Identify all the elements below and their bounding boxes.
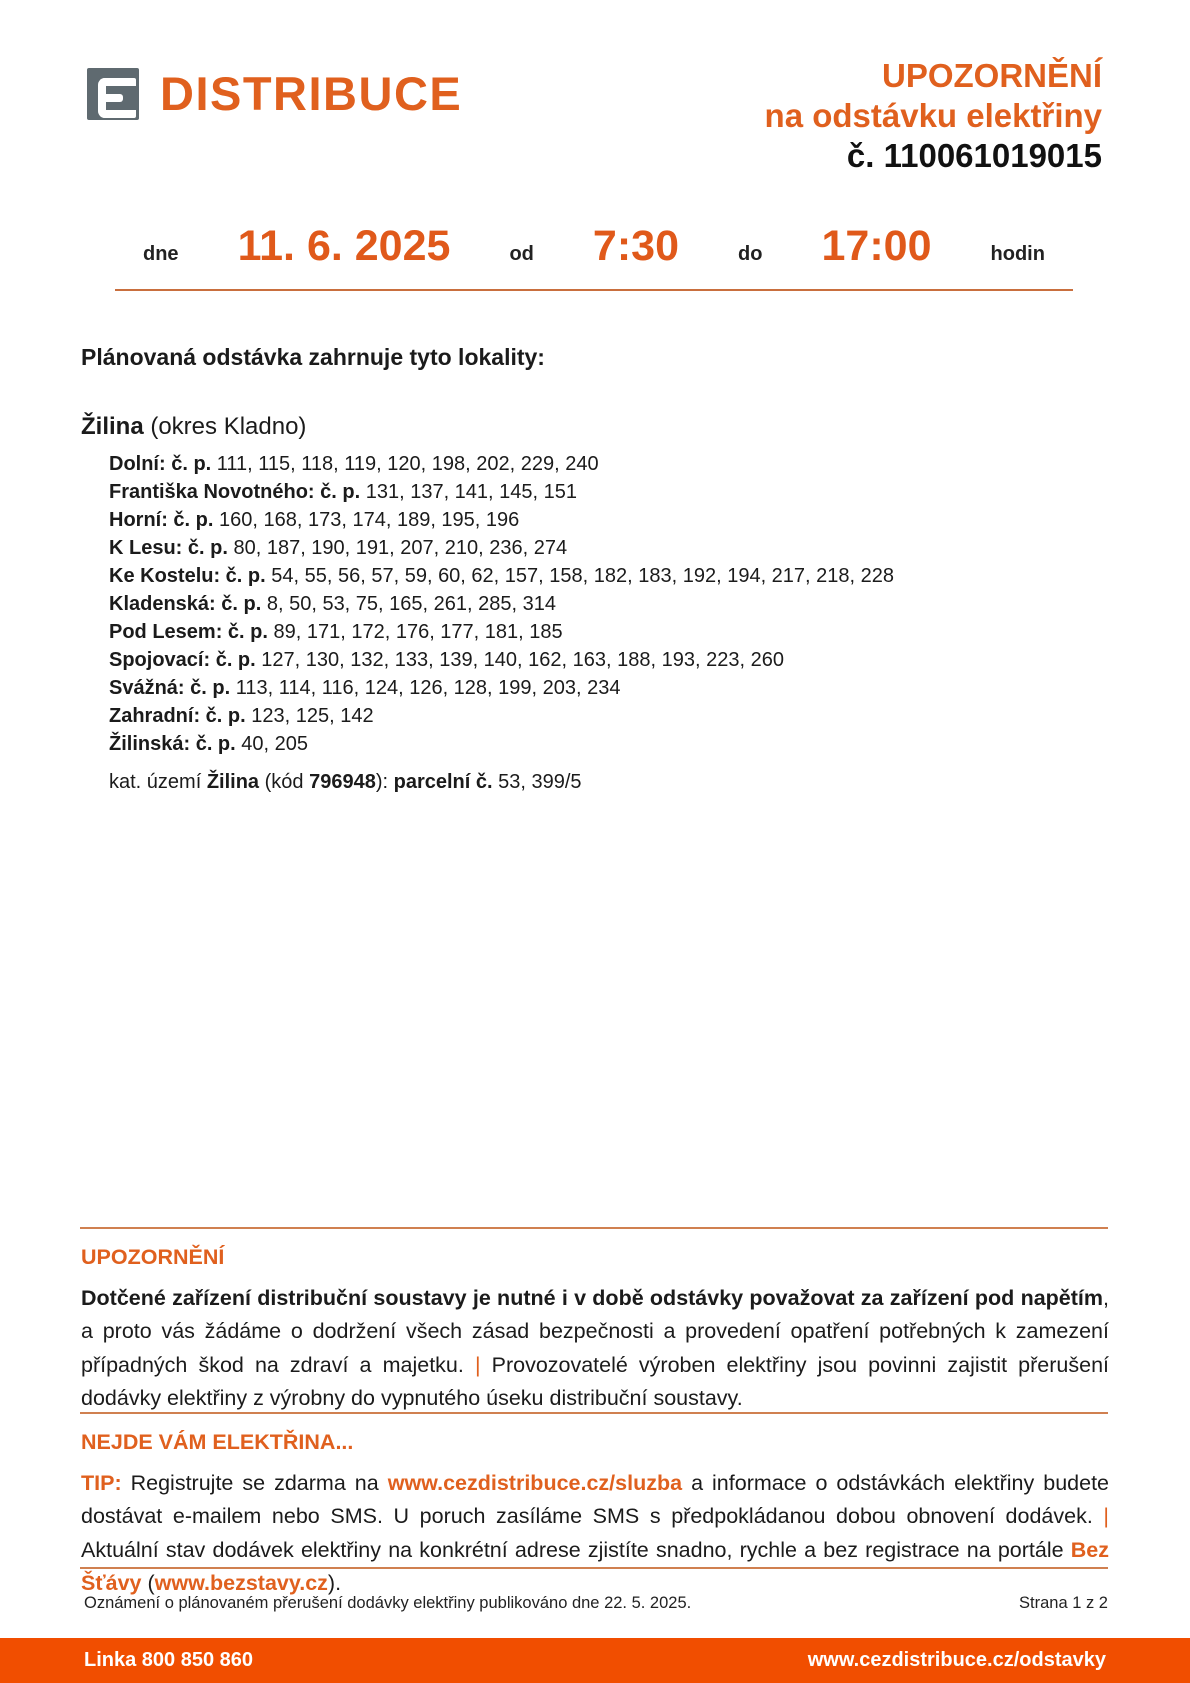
- street-numbers: 80, 187, 190, 191, 207, 210, 236, 274: [233, 537, 568, 559]
- footer-note: [84, 1594, 1108, 1613]
- notice-title-block: [765, 56, 1102, 176]
- cez-logo-e-glyph: [98, 78, 136, 118]
- street-label: Žilinská: č. p.: [109, 733, 236, 755]
- notice-title-line2: na odstávku elektřiny: [764, 97, 1102, 134]
- cadastral-mid: (kód: [259, 771, 310, 793]
- street-label: Svážná: č. p.: [109, 677, 231, 699]
- tip-text-part1: Registrujte se zdarma na: [121, 1471, 388, 1495]
- label-hodin: hodin: [990, 243, 1045, 265]
- cezdistribuce-sluzba-link[interactable]: www.cezdistribuce.cz/sluzba: [387, 1471, 683, 1495]
- street-row: [109, 506, 1111, 534]
- street-row: [109, 674, 1111, 702]
- street-label: Ke Kostelu: č. p.: [109, 565, 266, 587]
- label-od: od: [509, 243, 534, 265]
- separator-line: [80, 1567, 1108, 1569]
- label-dne: dne: [143, 243, 179, 265]
- warning-heading: UPOZORNĚNÍ: [81, 1245, 225, 1269]
- municipality-name: Žilina: [81, 413, 144, 440]
- warning-text-part2: Provozovatelé výroben elektřiny jsou povinni zajistit přerušení dodávky elektřiny z výrobny do vypnutého úseku distribuční soustavy.: [81, 1352, 1109, 1411]
- tip-text-part5: ).: [327, 1571, 342, 1596]
- cadastral-line: [109, 771, 1111, 794]
- municipality-line: [81, 413, 1111, 441]
- tip-text: [81, 1467, 1109, 1601]
- notice-title-line1: UPOZORNĚNÍ: [881, 57, 1102, 94]
- street-label: Kladenská: č. p.: [109, 593, 262, 615]
- tip-text-part4: (: [141, 1571, 155, 1596]
- street-numbers: 127, 130, 132, 133, 139, 140, 162, 163, 188, 193, 223, 260: [261, 649, 784, 671]
- street-row: [109, 450, 1111, 478]
- street-row: [109, 646, 1111, 674]
- street-label: Zahradní: č. p.: [109, 705, 246, 727]
- street-label: Františka Novotného: č. p.: [109, 481, 361, 503]
- street-numbers: 123, 125, 142: [251, 705, 374, 727]
- separator-line: [80, 1412, 1108, 1414]
- street-numbers: 131, 137, 141, 145, 151: [365, 481, 578, 503]
- warning-section: [81, 1245, 1109, 1416]
- street-row: [109, 590, 1111, 618]
- outage-time-to: 17:00: [821, 222, 932, 270]
- separator-line: [80, 1227, 1108, 1229]
- localities-heading: Plánovaná odstávka zahrnuje tyto lokality:: [81, 344, 545, 370]
- page-number: Strana 1 z 2: [1019, 1594, 1108, 1612]
- tip-text-part2: a informace o odstávkách elektřiny budete dostávat e-mailem nebo SMS. U poruch zasíláme SMS s předpokládanou dobou obnovení dodávek.: [81, 1471, 1109, 1529]
- street-label: K Lesu: č. p.: [109, 537, 228, 559]
- outage-time-from: 7:30: [592, 222, 679, 270]
- municipality-district: (okres Kladno): [143, 413, 307, 440]
- street-numbers: 89, 171, 172, 176, 177, 181, 185: [273, 621, 563, 643]
- street-numbers: 54, 55, 56, 57, 59, 60, 62, 157, 158, 182, 183, 192, 194, 217, 218, 228: [271, 565, 895, 587]
- outage-date: 11. 6. 2025: [237, 222, 451, 270]
- street-numbers: 40, 205: [241, 733, 308, 755]
- localities-section: [81, 344, 1111, 794]
- bezstavy-link[interactable]: www.bezstavy.cz: [154, 1571, 328, 1596]
- street-numbers: 8, 50, 53, 75, 165, 261, 285, 314: [266, 593, 556, 615]
- cadastral-mid2: ):: [375, 771, 394, 793]
- warning-bold-text: Dotčené zařízení distribuční soustavy je nutné i v době odstávky považovat za zařízení pod napětím: [81, 1286, 1104, 1310]
- cadastral-name: Žilina: [206, 771, 260, 793]
- warning-text: [81, 1282, 1109, 1416]
- tip-label: TIP:: [81, 1471, 122, 1495]
- street-row: [109, 702, 1111, 730]
- street-row: [109, 478, 1111, 506]
- outages-url-link[interactable]: www.cezdistribuce.cz/odstavky: [807, 1649, 1106, 1671]
- cadastral-prefix: kat. území: [109, 771, 207, 793]
- cez-logo-icon: [87, 68, 139, 120]
- parcel-label: parcelní č.: [393, 771, 493, 793]
- cadastral-code: 796948: [309, 771, 376, 793]
- pipe-divider: |: [474, 1352, 481, 1377]
- street-label: Horní: č. p.: [109, 509, 214, 531]
- tip-text-part3: Aktuální stav dodávek elektřiny na konkrétní adrese zjistíte snadno, rychle a bez registrace na portále: [81, 1537, 1071, 1562]
- street-row: [109, 562, 1111, 590]
- street-numbers: 160, 168, 173, 174, 189, 195, 196: [219, 509, 520, 531]
- tip-section: [81, 1430, 1109, 1601]
- publication-date-text: Oznámení o plánovaném přerušení dodávky elektřiny publikováno dne 22. 5. 2025.: [84, 1594, 692, 1612]
- parcel-numbers: 53, 399/5: [492, 771, 582, 793]
- bez-stavy-portal-name: Bez Šťávy: [81, 1537, 1109, 1596]
- hotline-phone: Linka 800 850 860: [84, 1649, 254, 1671]
- street-numbers: 111, 115, 118, 119, 120, 198, 202, 229, 240: [216, 453, 599, 475]
- pipe-divider: |: [1103, 1504, 1109, 1529]
- outage-schedule: [115, 222, 1073, 291]
- street-row: [109, 534, 1111, 562]
- tip-heading: NEJDE VÁM ELEKTŘINA...: [81, 1430, 354, 1454]
- street-row: [109, 730, 1111, 758]
- warning-text-part1: , a proto vás žádáme o dodržení všech zásad bezpečnosti a provedení opatření potřebných k zamezení případných škod na zdraví a majetku.: [81, 1286, 1109, 1377]
- notice-number: č. 110061019015: [846, 137, 1102, 174]
- street-numbers: 113, 114, 116, 124, 126, 128, 199, 203, 234: [235, 677, 621, 699]
- label-do: do: [738, 243, 763, 265]
- street-label: Spojovací: č. p.: [109, 649, 256, 671]
- footer-bar: [0, 1638, 1190, 1683]
- brand-distribuce: DISTRIBUCE: [160, 67, 463, 120]
- street-row: [109, 618, 1111, 646]
- street-label: Pod Lesem: č. p.: [109, 621, 268, 643]
- street-label: Dolní: č. p.: [109, 453, 212, 475]
